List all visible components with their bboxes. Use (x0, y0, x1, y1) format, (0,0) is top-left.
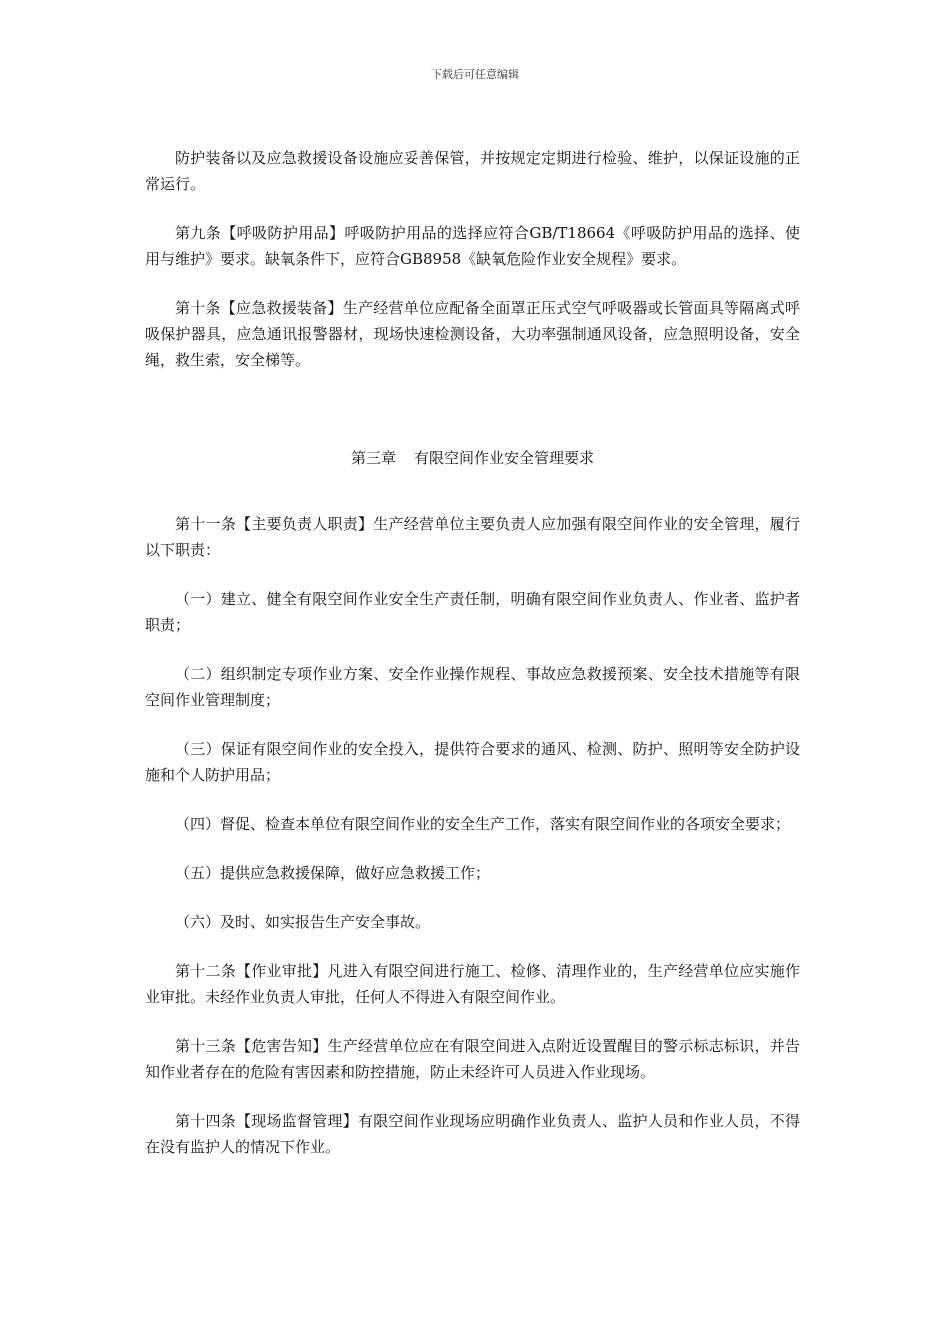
list-item-duty-5: （五）提供应急救援保障，做好应急救援工作； (175, 864, 491, 882)
document-body (145, 145, 800, 1183)
paragraph-article-12: 第十二条【作业审批】凡进入有限空间进行施工、检修、清理作业的，生产经营单位应实施作业审批。未经作业负责人审批，任何人不得进入有限空间作业。 (145, 962, 800, 1006)
chapter-heading (145, 445, 800, 471)
chapter-number: 第三章 (350, 449, 396, 467)
list-item-duty-1: （一）建立、健全有限空间作业安全生产责任制，明确有限空间作业负责人、作业者、监护者职责； (145, 590, 800, 634)
page-header: 下载后可任意编辑 (431, 68, 519, 81)
list-item-duty-2: （二）组织制定专项作业方案、安全作业操作规程、事故应急救援预案、安全技术措施等有限空间作业管理制度； (145, 665, 800, 709)
paragraph-article-9: 第九条【呼吸防护用品】呼吸防护用品的选择应符合GB/T18664《呼吸防护用品的选择、使用与维护》要求。缺氧条件下，应符合GB8958《缺氧危险作业安全规程》要求。 (145, 224, 800, 268)
paragraph-article-10: 第十条【应急救援装备】生产经营单位应配备全面罩正压式空气呼吸器或长管面具等隔离式呼吸保护器具，应急通讯报警器材，现场快速检测设备，大功率强制通风设备，应急照明设备，安全绳，救生索，安全梯等。 (145, 299, 800, 369)
paragraph-article-14: 第十四条【现场监督管理】有限空间作业现场应明确作业负责人、监护人员和作业人员，不得在没有监护人的情况下作业。 (145, 1112, 800, 1156)
list-item-duty-6: （六）及时、如实报告生产安全事故。 (175, 913, 431, 931)
paragraph-equipment-maintenance: 防护装备以及应急救援设备设施应妥善保管，并按规定定期进行检验、维护，以保证设施的正常运行。 (145, 149, 800, 193)
chapter-title: 有限空间作业安全管理要求 (414, 449, 595, 467)
list-item-duty-3: （三）保证有限空间作业的安全投入，提供符合要求的通风、检测、防护、照明等安全防护设施和个人防护用品； (145, 740, 800, 784)
paragraph-article-11: 第十一条【主要负责人职责】生产经营单位主要负责人应加强有限空间作业的安全管理，履行以下职责： (145, 515, 800, 559)
paragraph-article-13: 第十三条【危害告知】生产经营单位应在有限空间进入点附近设置醒目的警示标志标识，并告知作业者存在的危险有害因素和防控措施，防止未经许可人员进入作业现场。 (145, 1037, 800, 1081)
list-item-duty-4: （四）督促、检查本单位有限空间作业的安全生产工作，落实有限空间作业的各项安全要求； (175, 815, 791, 833)
